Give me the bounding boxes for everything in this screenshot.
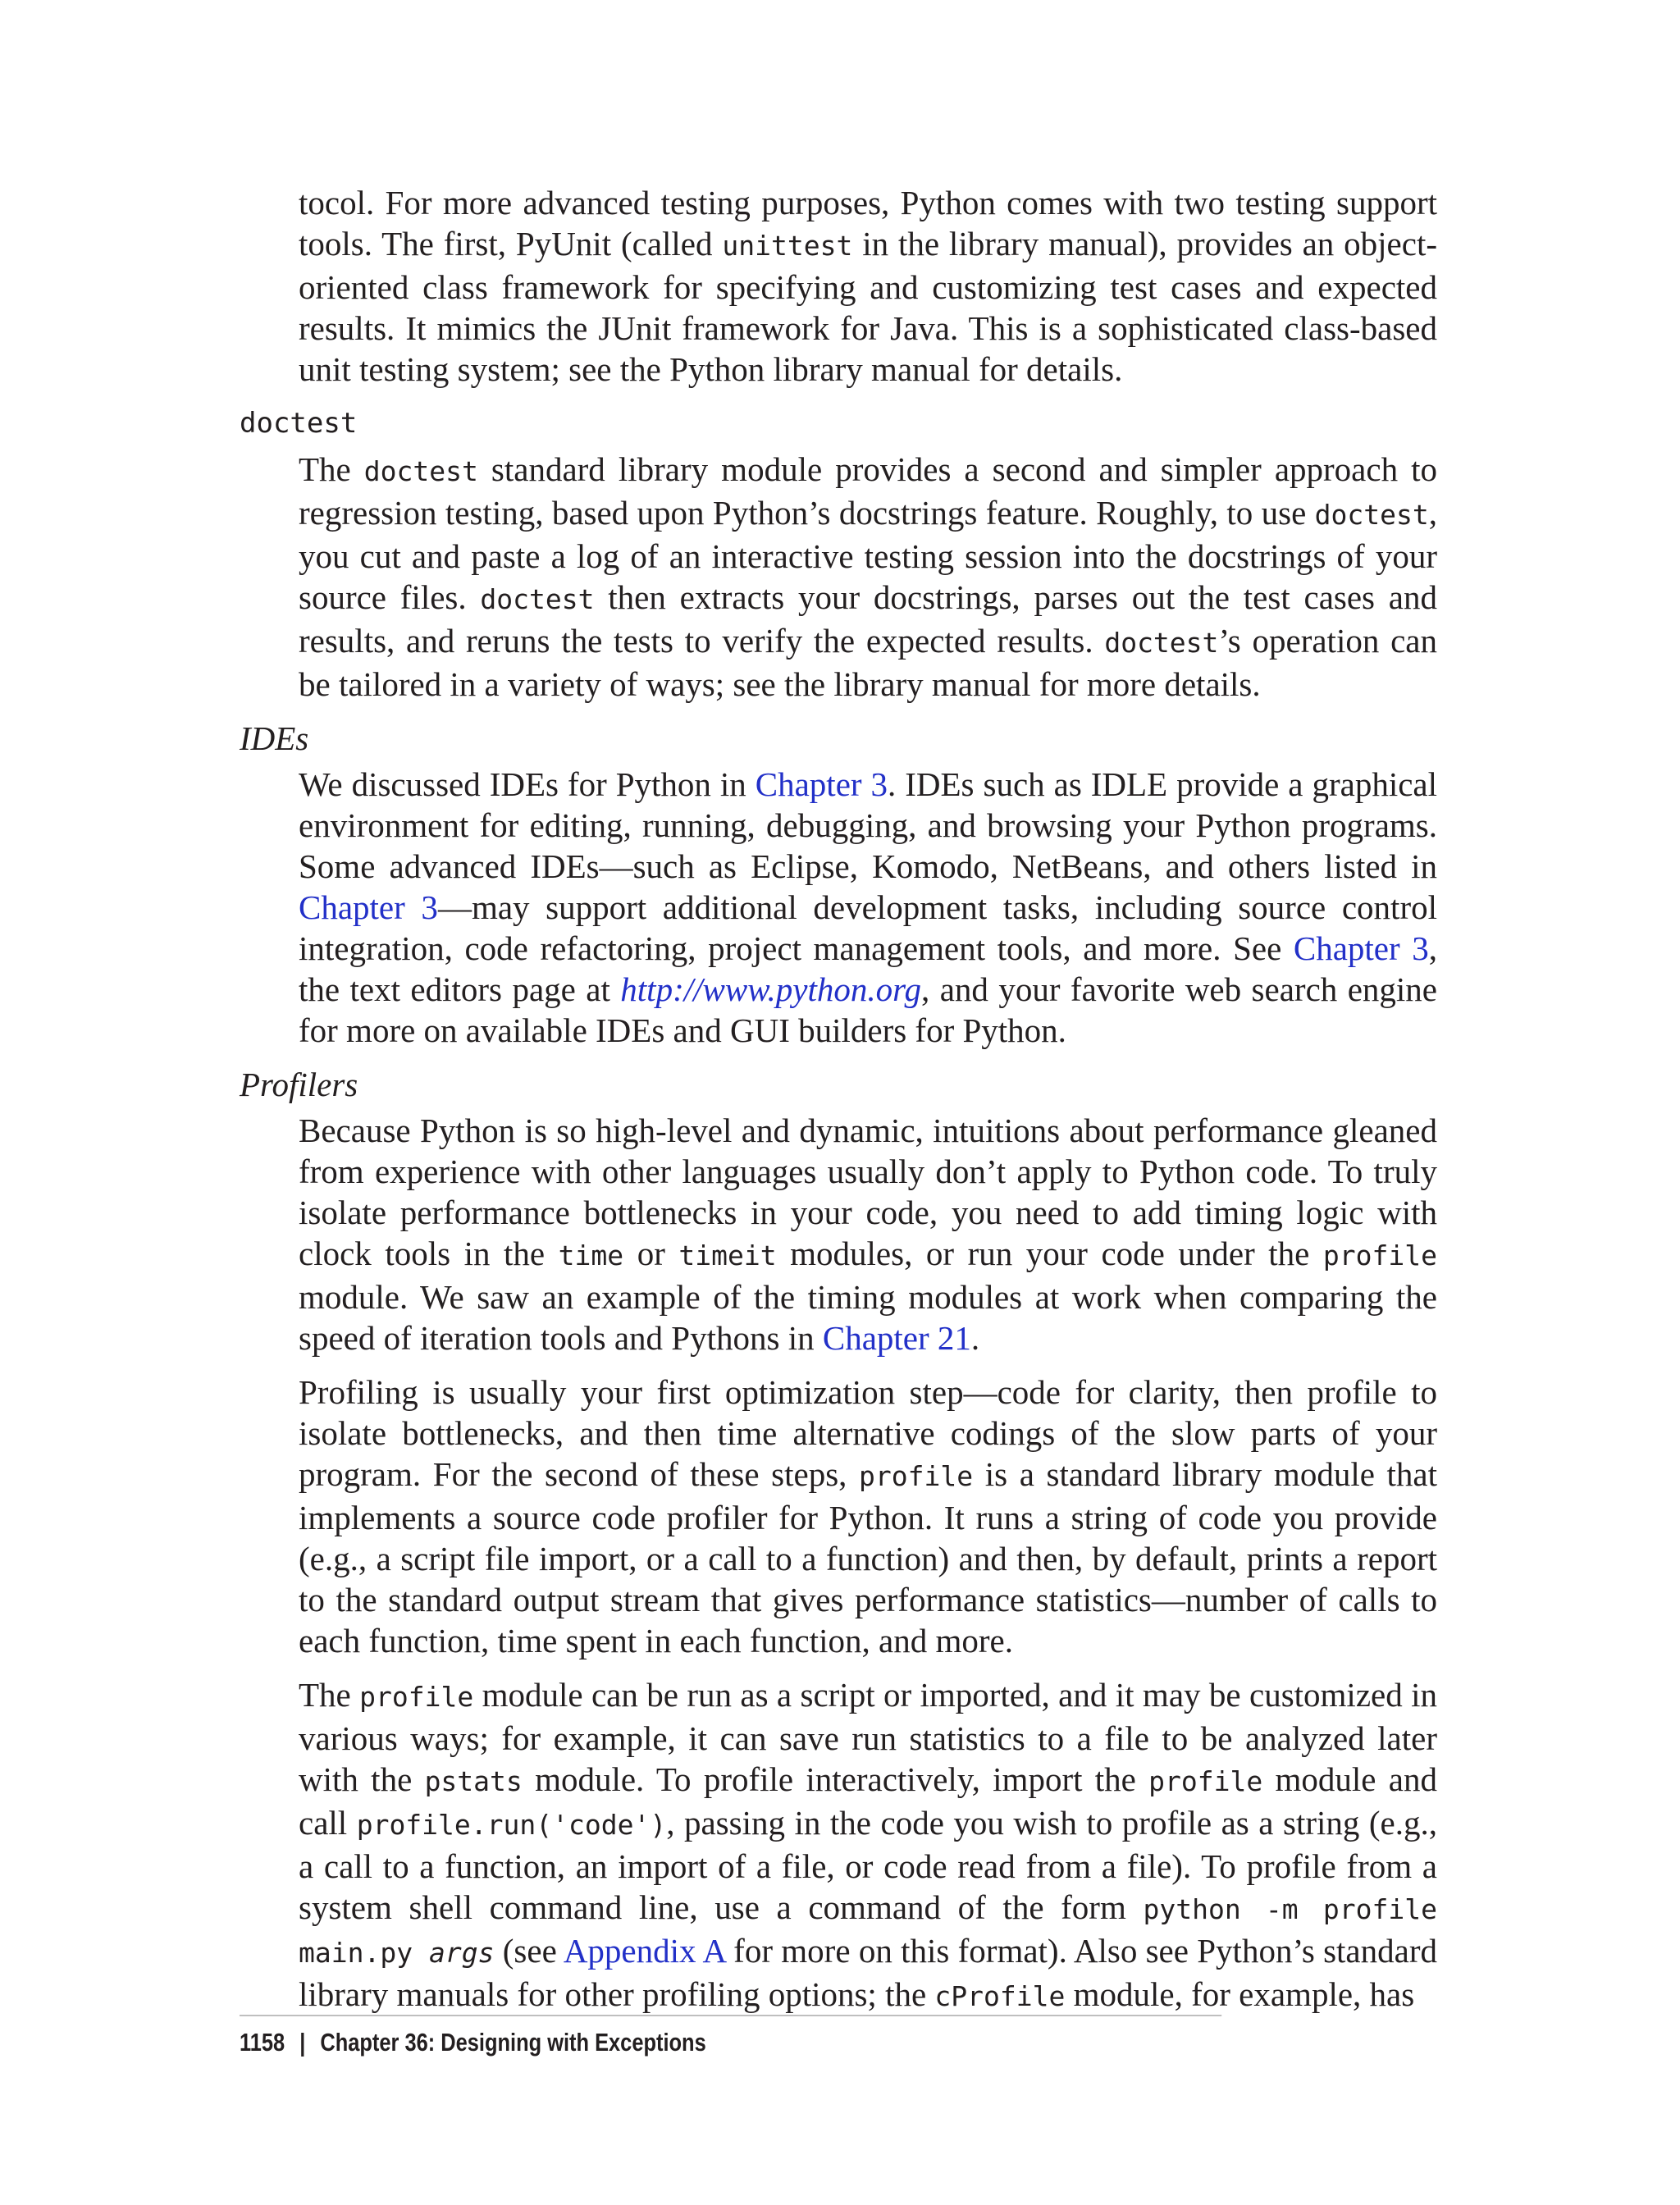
inline-code: profile xyxy=(359,1681,474,1713)
inline-code: cProfile xyxy=(934,1980,1066,2012)
profilers-paragraph-1: Because Python is so high-level and dynamic, intuitions about performance gleaned from experience with other languages usually don’t apply to Python code. To truly isolate performance bottlenecks in your code, you need to add timing logic with clock tools in the time or timeit modules, or run your code under the profile module. We saw an example of the timing modules at work when comparing the speed of iteration tools and Pythons in Chapter 21. xyxy=(299,1112,1437,1357)
page-body xyxy=(240,182,1437,2030)
term-doctest: doctest xyxy=(240,407,358,440)
term-ides: IDEs xyxy=(240,719,309,757)
inline-code: python -m profile main.py args xyxy=(299,1893,1437,1969)
page-footer xyxy=(240,2015,1221,2057)
chapter-21-link[interactable]: Chapter 21 xyxy=(822,1319,971,1357)
inline-code: doctest xyxy=(480,583,595,615)
text: in the library manual), provides an object-oriented class framework for specifying and customizing test cases and expected results. It mimics the JUnit framework for Java. This is a sophisticated class-based unit testing system; see the Python library manual for details. xyxy=(299,225,1437,388)
chapter-3-link[interactable]: Chapter 3 xyxy=(1293,929,1429,967)
inline-code: profile.run('code') xyxy=(356,1809,667,1841)
chapter-3-link[interactable]: Chapter 3 xyxy=(299,888,438,926)
inline-code: unittest xyxy=(722,230,853,262)
inline-code: profile xyxy=(1148,1765,1263,1797)
profilers-paragraph-2: Profiling is usually your first optimization step—code for clarity, then profile to isolate bottlenecks, and then time alternative codings of the slow parts of your program. For the second of these steps, profile is a standard library module that implements a source code profiler for Python. It runs a string of code you provide (e.g., a script file import, or a call to a function) and then, by default, prints a report to the standard output stream that gives performance statistics—number of calls to each function, time spent in each function, and more. xyxy=(299,1373,1438,1659)
python-org-link[interactable]: http://www.python.org xyxy=(620,970,922,1008)
footer-separator: | xyxy=(299,2028,306,2057)
continued-paragraph xyxy=(299,182,1437,390)
page-number: 1158 xyxy=(240,2028,285,2057)
inline-code: doctest xyxy=(1314,499,1429,531)
inline-code: time xyxy=(558,1239,624,1271)
chapter-title: Chapter 36: Designing with Exceptions xyxy=(320,2028,706,2057)
appendix-a-link[interactable]: Appendix A xyxy=(563,1932,725,1970)
doctest-description: The doctest standard library module provides a second and simpler approach to regression testing, based upon Python’s docstrings feature. Roughly, to use doctest, you cut and paste a log of an interactive testing session into the docstrings of your source files. doctest then extracts your docstrings, parses out the test cases and results, and reruns the tests to verify the expected results. doctest’s operation can be tailored in a variety of ways; see the library manual for more details. xyxy=(299,450,1437,703)
term-profilers: Profilers xyxy=(240,1066,358,1103)
text: tocol. For more advanced testing purposes, Python comes with two testing support tools. The first, PyUnit (called xyxy=(299,184,1437,262)
inline-code: profile xyxy=(859,1460,974,1492)
profilers-paragraph-3: The profile module can be run as a script or imported, and it may be customized in various ways; for example, it can save run statistics to a file to be analyzed later with the pstats module. To profile interactively, import the profile module and call profile.run('code'), passing in the code you wish to profile as a string (e.g., a call to a function, an import of a file, or code read from a file). To profile from a system shell command line, use a command of the form python -m profile main.py args (see Appendix A for more on this format). Also see Python’s standard library manuals for other profiling options; the cProfile module, for example, has xyxy=(299,1676,1437,2013)
ides-description: We discussed IDEs for Python in Chapter 3. IDEs such as IDLE provide a graphical environment for editing, running, debugging, and browsing your Python programs. Some advanced IDEs—such as Eclipse, Komodo, NetBeans, and others listed in Chapter 3—may support additional development tasks, including source control integration, code refactoring, project management tools, and more. See Chapter 3, the text editors page at http://www.python.org, and your favorite web search engine for more on available IDEs and GUI builders for Python. xyxy=(299,765,1437,1049)
inline-code: timeit xyxy=(678,1239,777,1271)
inline-code: profile xyxy=(1322,1239,1437,1271)
inline-code: pstats xyxy=(424,1765,523,1797)
inline-code: doctest xyxy=(1104,627,1219,659)
chapter-3-link[interactable]: Chapter 3 xyxy=(755,765,888,803)
inline-code: doctest xyxy=(363,455,478,487)
